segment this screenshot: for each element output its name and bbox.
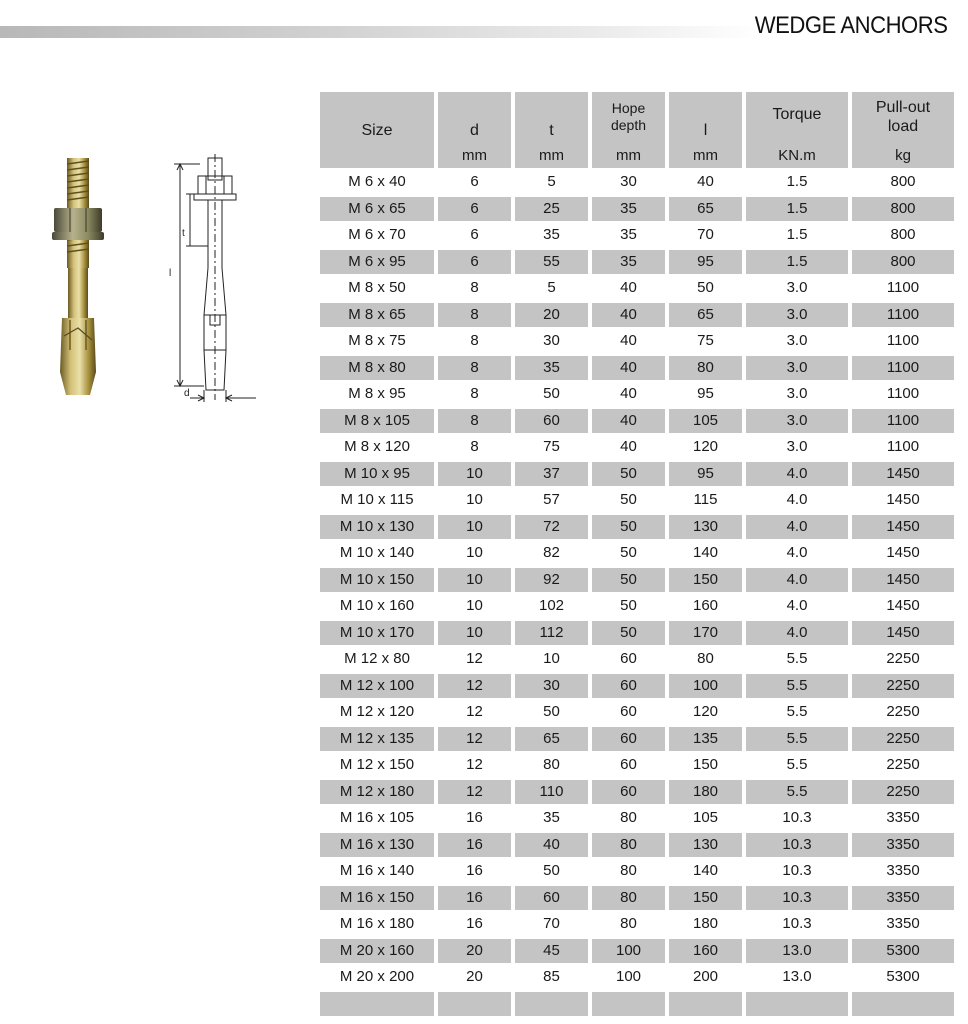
table-cell: 50 <box>592 462 665 487</box>
title-gradient-bar <box>0 26 760 38</box>
table-cell: 30 <box>620 173 637 190</box>
table-cell: 35 <box>592 197 665 222</box>
table-cell <box>592 992 665 1017</box>
table-cell: 16 <box>466 862 483 879</box>
table-cell: M 10 x 140 <box>339 544 415 561</box>
table-cell: M 12 x 80 <box>344 650 410 667</box>
header-unit: mm <box>462 147 487 164</box>
table-cell: 3350 <box>852 886 954 911</box>
drawing-d-label: d <box>184 388 190 399</box>
table-cell: 30 <box>543 332 560 349</box>
header-label: t <box>549 122 554 139</box>
table-cell: 1450 <box>852 621 954 646</box>
table-cell: 8 <box>438 356 511 381</box>
table-cell: M 8 x 65 <box>320 303 434 328</box>
table-cell: M 8 x 95 <box>348 385 406 402</box>
header-unit: KN.m <box>778 147 816 164</box>
table-cell: 60 <box>620 650 637 667</box>
table-row <box>320 965 954 990</box>
table-row <box>320 462 954 487</box>
table-cell: 2250 <box>852 674 954 699</box>
table-cell: M 12 x 150 <box>339 756 415 773</box>
table-cell: M 12 x 135 <box>320 727 434 752</box>
table-cell: 35 <box>543 809 560 826</box>
table-row <box>320 700 954 725</box>
table-cell <box>438 992 511 1017</box>
table-cell: 10.3 <box>746 886 848 911</box>
table-cell: 2250 <box>886 650 920 667</box>
table-cell: 110 <box>515 780 588 805</box>
table-cell: 8 <box>470 332 479 349</box>
table-cell: 3.0 <box>746 356 848 381</box>
table-cell: 55 <box>515 250 588 275</box>
table-row <box>320 780 954 805</box>
table-cell: M 16 x 105 <box>339 809 415 826</box>
table-cell: 140 <box>692 544 719 561</box>
table-row <box>320 621 954 646</box>
table-row <box>320 329 954 354</box>
table-cell: 70 <box>543 915 560 932</box>
table-cell <box>746 992 848 1017</box>
table-cell: 50 <box>620 544 637 561</box>
table-cell: M 20 x 160 <box>320 939 434 964</box>
table-cell: 50 <box>543 703 560 720</box>
header-unit: mm <box>616 147 641 164</box>
table-row <box>320 674 954 699</box>
table-cell: 105 <box>669 409 742 434</box>
table-cell: 60 <box>515 409 588 434</box>
header-label: Hope depth <box>610 100 647 133</box>
table-cell: 50 <box>543 385 560 402</box>
table-cell: 6 <box>470 173 479 190</box>
table-cell: 800 <box>852 197 954 222</box>
table-cell: M 20 x 200 <box>339 968 415 985</box>
table-cell: 1100 <box>886 385 920 402</box>
table-cell: 150 <box>669 886 742 911</box>
table-cell: 4.0 <box>786 597 808 614</box>
table-cell: 12 <box>438 727 511 752</box>
table-cell: 80 <box>620 809 637 826</box>
table-cell: 75 <box>543 438 560 455</box>
table-row <box>320 833 954 858</box>
table-cell: 35 <box>620 226 637 243</box>
table-cell: 10 <box>438 462 511 487</box>
header-label: l <box>703 122 708 139</box>
table-row <box>320 753 954 778</box>
table-cell: 12 <box>438 780 511 805</box>
table-cell: 4.0 <box>746 462 848 487</box>
table-row <box>320 488 954 513</box>
table-cell: 1450 <box>852 515 954 540</box>
table-cell: 10.3 <box>782 915 812 932</box>
table-cell: 60 <box>620 756 637 773</box>
table-cell: 1.5 <box>786 226 808 243</box>
table-cell: 4.0 <box>746 621 848 646</box>
table-cell: 16 <box>438 833 511 858</box>
table-cell: M 6 x 40 <box>348 173 406 190</box>
table-row <box>320 939 954 964</box>
header-t <box>515 92 588 168</box>
table-cell <box>669 992 742 1017</box>
table-cell: 1100 <box>852 409 954 434</box>
table-cell: 115 <box>693 491 718 508</box>
table-row <box>320 806 954 831</box>
table-cell: M 6 x 65 <box>320 197 434 222</box>
drawing-t-label: t <box>182 228 185 239</box>
table-cell: 50 <box>592 515 665 540</box>
table-cell: 65 <box>669 303 742 328</box>
table-row <box>320 886 954 911</box>
table-cell: 80 <box>592 886 665 911</box>
table-row <box>320 912 954 937</box>
table-cell: 50 <box>697 279 714 296</box>
table-cell: 13.0 <box>746 939 848 964</box>
header-l <box>669 92 742 168</box>
table-cell: 60 <box>620 703 637 720</box>
table-cell: 10 <box>438 568 511 593</box>
table-cell: 135 <box>669 727 742 752</box>
table-header-row <box>320 92 954 168</box>
table-cell: 50 <box>592 568 665 593</box>
header-label: d <box>470 122 479 139</box>
table-cell: M 16 x 130 <box>320 833 434 858</box>
table-cell: M 6 x 95 <box>320 250 434 275</box>
table-cell: M 12 x 180 <box>320 780 434 805</box>
table-cell: 40 <box>620 332 637 349</box>
table-cell: 5.5 <box>786 650 808 667</box>
wedge-anchor-drawing <box>160 150 270 410</box>
header-pull-out-load <box>852 92 954 168</box>
table-row <box>320 276 954 301</box>
table-cell: 2250 <box>852 727 954 752</box>
table-cell: 1450 <box>852 568 954 593</box>
table-cell: 10.3 <box>746 833 848 858</box>
table-cell: 4.0 <box>786 491 808 508</box>
table-cell: 170 <box>669 621 742 646</box>
table-cell: 35 <box>515 356 588 381</box>
header-hope-depth <box>592 92 665 168</box>
table-cell: 1450 <box>886 544 920 561</box>
table-cell: 45 <box>515 939 588 964</box>
header-unit: kg <box>895 147 911 164</box>
table-row <box>320 992 954 1017</box>
table-cell: 5.5 <box>746 674 848 699</box>
table-cell: 20 <box>466 968 483 985</box>
table-row <box>320 568 954 593</box>
table-cell: 12 <box>466 756 483 773</box>
table-cell: M 10 x 160 <box>339 597 415 614</box>
table-cell: M 8 x 105 <box>320 409 434 434</box>
table-cell: 4.0 <box>786 544 808 561</box>
table-cell: 1.5 <box>746 197 848 222</box>
table-cell: 40 <box>697 173 714 190</box>
table-cell: 3.0 <box>746 409 848 434</box>
table-cell: 82 <box>543 544 560 561</box>
table-cell: 3.0 <box>786 385 808 402</box>
table-cell: 1100 <box>852 303 954 328</box>
table-cell: 1450 <box>886 491 920 508</box>
table-cell: 4.0 <box>746 515 848 540</box>
table-cell: 60 <box>592 674 665 699</box>
header-label: Pull-out load <box>875 99 931 135</box>
table-cell: 10.3 <box>782 809 812 826</box>
table-row <box>320 859 954 884</box>
table-cell: 57 <box>543 491 560 508</box>
table-cell: 50 <box>620 491 637 508</box>
table-cell: 8 <box>438 409 511 434</box>
table-cell: 50 <box>543 862 560 879</box>
table-row <box>320 647 954 672</box>
table-cell: 40 <box>515 833 588 858</box>
table-cell: 100 <box>669 674 742 699</box>
table-cell: 1450 <box>852 462 954 487</box>
table-cell: 3.0 <box>786 332 808 349</box>
table-cell: 180 <box>692 915 719 932</box>
table-cell: 40 <box>592 409 665 434</box>
table-cell: 12 <box>466 703 483 720</box>
table-cell: 112 <box>515 621 588 646</box>
table-row <box>320 356 954 381</box>
table-cell: 5 <box>547 279 556 296</box>
table-cell: 16 <box>466 915 483 932</box>
table-cell: 50 <box>620 597 637 614</box>
table-cell: 5.5 <box>786 703 808 720</box>
table-row <box>320 409 954 434</box>
table-cell: M 8 x 75 <box>348 332 406 349</box>
table-cell: 70 <box>697 226 714 243</box>
table-cell: 80 <box>620 915 637 932</box>
table-cell: M 16 x 180 <box>339 915 415 932</box>
table-cell: 8 <box>470 385 479 402</box>
table-cell: 1450 <box>886 597 920 614</box>
table-cell: 10 <box>438 621 511 646</box>
table-cell: 60 <box>515 886 588 911</box>
table-cell: 80 <box>620 862 637 879</box>
table-cell: 40 <box>620 279 637 296</box>
table-cell: M 12 x 120 <box>339 703 415 720</box>
table-cell: 3350 <box>886 862 920 879</box>
table-cell: 2250 <box>886 756 920 773</box>
table-cell: 65 <box>515 727 588 752</box>
table-cell <box>852 992 954 1017</box>
table-cell: 40 <box>592 356 665 381</box>
table-cell: 95 <box>669 462 742 487</box>
drawing-l-label: l <box>169 268 172 279</box>
table-cell: 5.5 <box>746 780 848 805</box>
header-size <box>320 92 434 168</box>
table-row <box>320 250 954 275</box>
table-cell: 40 <box>620 438 637 455</box>
table-cell: 20 <box>515 303 588 328</box>
table-body <box>320 170 954 1016</box>
table-cell: 12 <box>466 650 483 667</box>
table-cell: 8 <box>470 279 479 296</box>
table-row <box>320 541 954 566</box>
table-cell: 40 <box>592 303 665 328</box>
table-cell: 140 <box>692 862 719 879</box>
table-cell: 200 <box>692 968 719 985</box>
table-cell: M 10 x 130 <box>320 515 434 540</box>
header-torque <box>746 92 848 168</box>
table-row <box>320 170 954 195</box>
table-cell: 1.5 <box>786 173 808 190</box>
table-cell: 800 <box>890 226 916 243</box>
table-cell: 105 <box>692 809 719 826</box>
table-cell: 1100 <box>886 332 920 349</box>
table-cell: 150 <box>669 568 742 593</box>
table-cell: 3350 <box>886 809 920 826</box>
table-cell: 92 <box>515 568 588 593</box>
table-cell: 10 <box>466 597 483 614</box>
table-cell: 12 <box>438 674 511 699</box>
table-cell: 5.5 <box>746 727 848 752</box>
table-cell: 35 <box>543 226 560 243</box>
table-row <box>320 594 954 619</box>
table-cell: 160 <box>669 939 742 964</box>
table-cell: 10.3 <box>782 862 812 879</box>
table-cell: 6 <box>438 250 511 275</box>
table-cell: 5300 <box>852 939 954 964</box>
table-cell: M 10 x 170 <box>320 621 434 646</box>
table-cell: 95 <box>697 385 714 402</box>
table-cell: 100 <box>592 939 665 964</box>
table-cell: 102 <box>538 597 565 614</box>
table-cell: 130 <box>669 833 742 858</box>
table-cell: 16 <box>438 886 511 911</box>
table-cell: 80 <box>592 833 665 858</box>
table-cell: 75 <box>697 332 714 349</box>
table-cell: 5.5 <box>786 756 808 773</box>
table-cell: 60 <box>592 727 665 752</box>
table-cell: 20 <box>438 939 511 964</box>
table-cell: 80 <box>669 356 742 381</box>
table-cell: M 10 x 150 <box>320 568 434 593</box>
table-cell: 8 <box>438 303 511 328</box>
table-row <box>320 197 954 222</box>
table-cell: 150 <box>692 756 719 773</box>
table-cell: 800 <box>852 250 954 275</box>
table-row <box>320 515 954 540</box>
table-cell: M 6 x 70 <box>348 226 406 243</box>
table-cell: M 8 x 80 <box>320 356 434 381</box>
table-row <box>320 223 954 248</box>
table-cell: 2250 <box>852 780 954 805</box>
table-cell: 72 <box>515 515 588 540</box>
table-cell: 6 <box>470 226 479 243</box>
table-cell: 65 <box>669 197 742 222</box>
table-cell: 1100 <box>886 279 920 296</box>
header-label: Torque <box>772 106 822 123</box>
page-title: WEDGE ANCHORS <box>755 12 948 39</box>
table-cell: 16 <box>466 809 483 826</box>
table-cell: 8 <box>470 438 479 455</box>
table-cell: 40 <box>620 385 637 402</box>
table-cell: 13.0 <box>782 968 812 985</box>
header-unit: mm <box>539 147 564 164</box>
table-cell: 120 <box>692 438 719 455</box>
table-row <box>320 435 954 460</box>
header-label: Size <box>361 122 393 139</box>
table-cell: 6 <box>438 197 511 222</box>
table-cell: 30 <box>515 674 588 699</box>
table-cell: M 8 x 50 <box>348 279 406 296</box>
table-cell: 10 <box>543 650 560 667</box>
table-cell: 1.5 <box>746 250 848 275</box>
table-cell: M 12 x 100 <box>320 674 434 699</box>
table-cell: M 10 x 115 <box>340 491 414 508</box>
table-cell: 3350 <box>852 833 954 858</box>
table-cell: 4.0 <box>746 568 848 593</box>
table-cell: 1100 <box>886 438 920 455</box>
table-cell <box>320 992 434 1017</box>
table-cell: 5300 <box>886 968 920 985</box>
table-cell: 10 <box>438 515 511 540</box>
table-row <box>320 727 954 752</box>
table-cell: 2250 <box>886 703 920 720</box>
table-cell: 160 <box>692 597 719 614</box>
table-cell: M 8 x 120 <box>344 438 410 455</box>
table-cell: 10 <box>466 491 483 508</box>
table-cell: 800 <box>890 173 916 190</box>
table-cell: M 10 x 95 <box>320 462 434 487</box>
header-d <box>438 92 511 168</box>
spec-table <box>316 90 958 1018</box>
table-cell: 3.0 <box>786 279 808 296</box>
table-cell: 25 <box>515 197 588 222</box>
table-cell: M 16 x 140 <box>339 862 415 879</box>
table-cell: 10 <box>466 544 483 561</box>
table-cell: 60 <box>592 780 665 805</box>
header-unit: mm <box>693 147 718 164</box>
table-cell: 100 <box>615 968 642 985</box>
table-cell: 50 <box>592 621 665 646</box>
table-cell: 130 <box>669 515 742 540</box>
table-row <box>320 303 954 328</box>
table-cell: 80 <box>543 756 560 773</box>
table-cell: 3350 <box>886 915 920 932</box>
table-cell: 3.0 <box>746 303 848 328</box>
wedge-anchor-photo <box>40 150 140 400</box>
table-cell <box>515 992 588 1017</box>
table-cell: M 16 x 150 <box>320 886 434 911</box>
table-cell: 95 <box>669 250 742 275</box>
table-cell: 120 <box>692 703 719 720</box>
table-cell: 85 <box>543 968 560 985</box>
table-cell: 37 <box>515 462 588 487</box>
table-cell: 80 <box>697 650 714 667</box>
table-cell: 180 <box>669 780 742 805</box>
table-row <box>320 382 954 407</box>
table-cell: 1100 <box>852 356 954 381</box>
table-cell: 35 <box>592 250 665 275</box>
table-cell: 3.0 <box>786 438 808 455</box>
table-cell: 5 <box>547 173 556 190</box>
